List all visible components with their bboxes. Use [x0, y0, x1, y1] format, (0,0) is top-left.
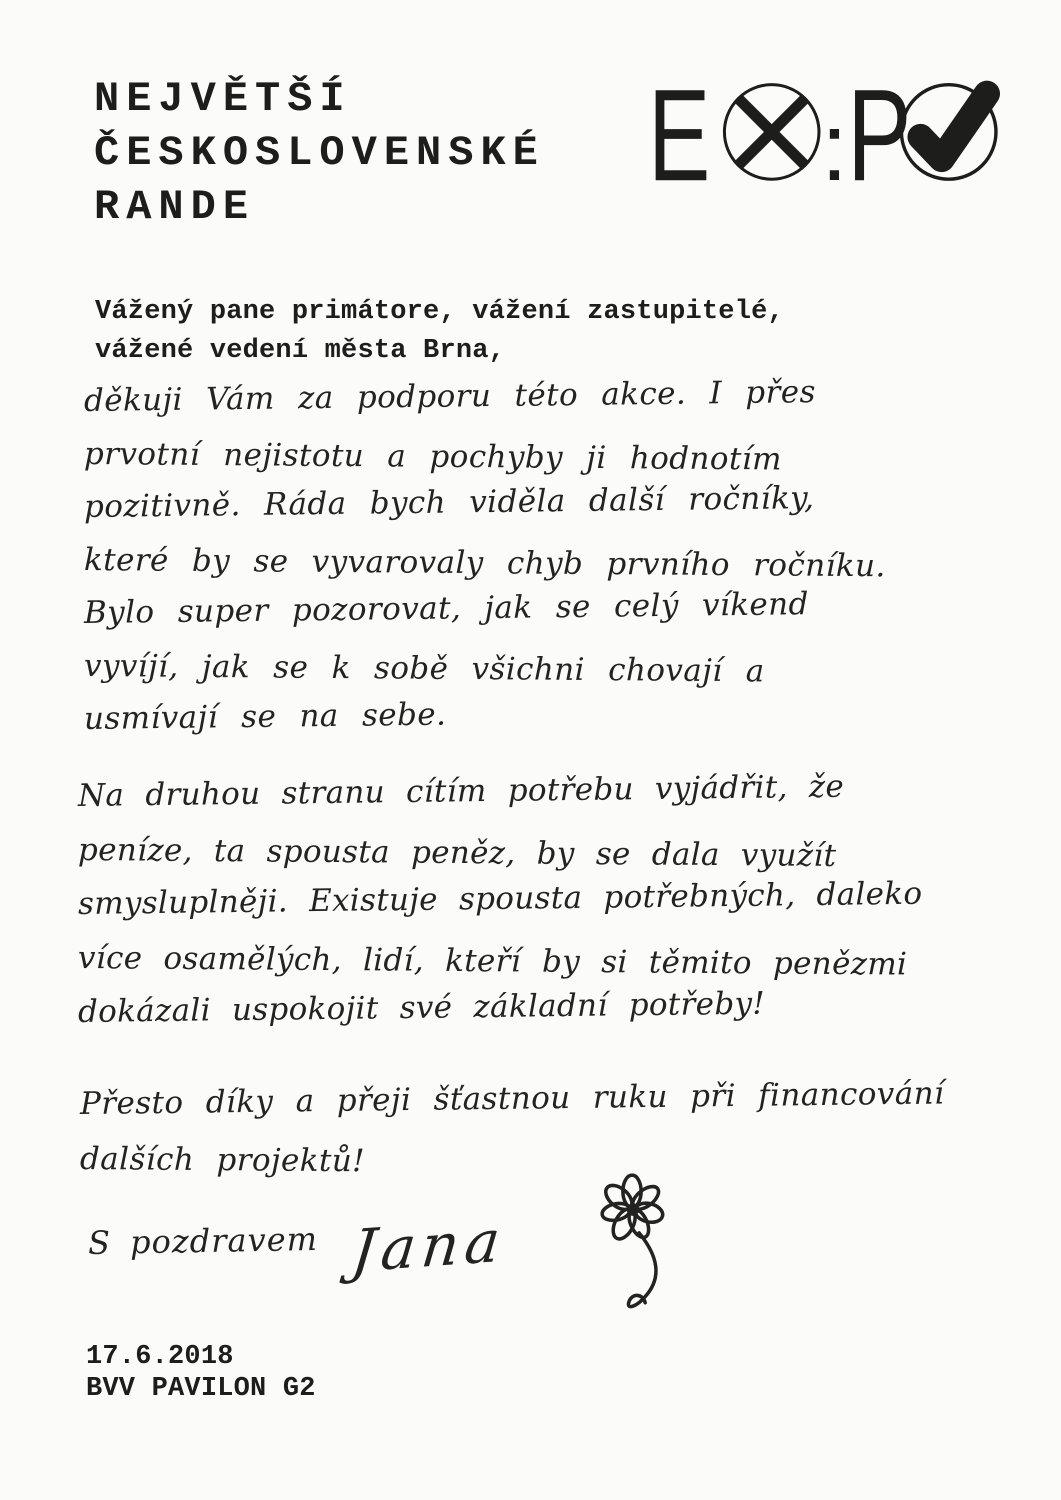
handwritten-line: Na druhou stranu cítím potřebu vyjádřit, že — [77, 768, 845, 814]
handwritten-paragraph — [80, 1077, 944, 1187]
handwritten-line: které by se vyvarovaly chyb prvního ročníku. — [83, 542, 886, 585]
handwritten-line: Bylo super pozorovat, jak se celý víkend — [83, 586, 809, 631]
salutation — [95, 293, 784, 371]
header-title-line: NEJVĚTŠÍ — [94, 75, 352, 123]
logo-check-in-circle-icon — [901, 85, 996, 180]
handwritten-paragraph — [84, 375, 886, 746]
logo-colon: : — [820, 94, 848, 202]
logo-x-in-circle-icon — [724, 85, 819, 180]
handwritten-line: více osamělých, lidí, kteří by si těmito penězmi — [77, 940, 908, 983]
signature: Jana — [348, 1206, 510, 1286]
handwritten-line: děkuji Vám za podporu této akce. I přes — [83, 374, 817, 419]
venue: BVV PAVILON G2 — [86, 1374, 316, 1404]
handwritten-line: Přesto díky a přeji šťastnou ruku při financování — [79, 1075, 945, 1122]
flower-doodle — [576, 1168, 688, 1325]
date: 17.6.2018 — [86, 1342, 234, 1372]
handwritten-line: pozitivně. Ráda bych viděla další ročníky, — [83, 480, 815, 525]
handwritten-line: prvotní nejistotu a pochyby ji hodnotím — [83, 436, 783, 478]
header-title-line: RANDE — [94, 183, 256, 231]
footer — [86, 1341, 316, 1405]
handwritten-line: peníze, ta spousta peněz, by se dala využít — [77, 832, 837, 874]
salutation-line: vážené vedení města Brna, — [95, 336, 506, 366]
handwritten-line: usmívají se na sebe. — [83, 696, 447, 737]
header-title — [94, 72, 545, 234]
logo-letter-p: P — [847, 76, 912, 209]
valediction: S pozdravem — [87, 1219, 319, 1263]
salutation-line: Vážený pane primátore, vážení zastupitelé, — [95, 297, 784, 327]
handwritten-line: dokázali uspokojit své základní potřeby! — [77, 985, 766, 1030]
header-title-line: ČESKOSLOVENSKÉ — [94, 129, 545, 177]
expo-logo — [648, 76, 1002, 210]
handwritten-paragraph — [78, 769, 922, 1039]
logo-letter-e: E — [648, 76, 711, 209]
handwritten-line: smysluplněji. Existuje spousta potřebných, daleko — [77, 875, 923, 922]
handwritten-line: dalších projektů! — [79, 1141, 366, 1180]
handwritten-line: vyvíjí, jak se k sobě všichni chovají a — [83, 648, 765, 690]
